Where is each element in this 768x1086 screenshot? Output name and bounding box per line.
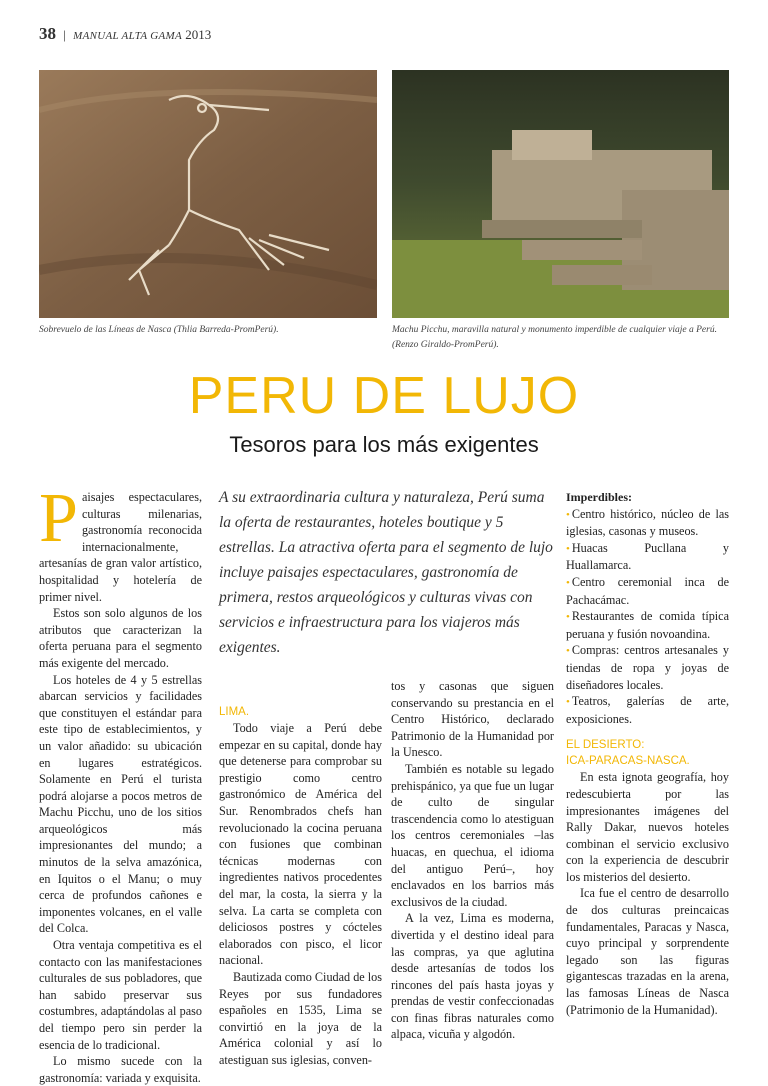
desert-heading-line-1: EL DESIERTO: — [566, 739, 645, 752]
list-item-text: Restaurantes de comida típica peruana y fusión novoandina. — [566, 609, 729, 641]
paragraph: También es notable su legado prehispánico, ya que fue un lugar de culto de singular trascendencia como lo atestiguan los centros ceremoniales –las huacas, en quechua, el idioma del antiguo Perú–, hoy enclavados en los barrios más exclusivos de la ciudad. — [391, 761, 554, 909]
paragraph: Otra ventaja competitiva es el contacto con las manifestaciones culturales de sus pobladores, que han sabido preservar sus costumbres, adaptándolas al paso del tiempo pero sin perder la esencia de lo tradicional. — [39, 938, 202, 1052]
list-item — [566, 540, 729, 574]
list-item — [566, 506, 729, 540]
list-item — [566, 574, 729, 608]
bullet-icon: • — [566, 508, 570, 521]
list-item-text: Huacas Pucllana y Huallamarca. — [566, 540, 729, 573]
article-title: PERU DE LUJO — [188, 367, 580, 425]
column-4 — [566, 489, 729, 1018]
paragraph: tos y casonas que siguen conservando su prestancia en el Centro Histórico, declarado Patrimonio de la Humanidad por la Unesco. — [391, 679, 554, 760]
list-item-text: Teatros, galerías de arte, exposiciones. — [566, 694, 729, 726]
bullet-icon: • — [566, 645, 570, 658]
bullet-icon: • — [566, 576, 570, 589]
intro-text: A su extraordinaria cultura y naturaleza, Perú suma la oferta de restaurantes, hoteles boutique y 5 estrellas. La atractiva oferta para el segmento de lujo incluye paisajes espectaculares, gastronomía de primera, restos arqueológicos y culturas vivas con servicios e infraestructura para los viajeros más exigentes. — [219, 489, 553, 656]
section-heading-desert — [566, 737, 729, 769]
header-separator: | — [63, 27, 66, 42]
paragraph: Lo mismo sucede con la gastronomía: variada y exquisita. — [39, 1054, 202, 1085]
paragraph: Bautizada como Ciudad de los Reyes por sus fundadores españoles en 1535, Lima se convirtió en la joya de la América colonial y así lo atestiguan sus iglesias, conven- — [219, 969, 382, 1067]
magazine-name: MANUAL ALTA GAMA — [73, 30, 182, 42]
nasca-lines-photo — [39, 70, 377, 318]
list-item-text: Compras: centros artesanales y tiendas de ropa y joyas de diseñadores locales. — [566, 643, 729, 692]
machu-photo-caption: Machu Picchu, maravilla natural y monumento imperdible de cualquier viaje a Perú. (Renzo Giraldo-PromPerú). — [392, 325, 717, 350]
magazine-year: 2013 — [185, 27, 212, 42]
page-header — [39, 24, 211, 44]
list-item — [566, 693, 729, 727]
imperdibles-title: Imperdibles: — [566, 490, 632, 504]
list-item — [566, 608, 729, 642]
section-heading-lima: LIMA. — [219, 706, 250, 718]
desert-heading-line-2: ICA-PARACAS-NASCA. — [566, 755, 690, 768]
column-2 — [219, 704, 382, 1068]
paragraph — [39, 480, 202, 605]
paragraph: En esta ignota geografía, hoy redescubierta por las impresionantes imágenes del Rally Dakar, nuevos hoteles combinan el servicio exclusivo con la experiencia de descubrir los misterios del desierto. — [566, 770, 729, 884]
machu-picchu-photo — [392, 70, 729, 318]
bullet-icon: • — [566, 611, 570, 624]
paragraph-text: aisajes espectaculares, culturas milenarias, gastronomía reconocida internacionalmente, artesanías de gran valor artístico, hospitalidad y hotelería de primer nivel. — [39, 490, 202, 604]
page-number: 38 — [39, 24, 56, 43]
article-subtitle: Tesoros para los más exigentes — [229, 432, 539, 457]
column-3 — [391, 678, 554, 1043]
paragraph: Los hoteles de 4 y 5 estrellas abarcan servicios y facilidades que constituyen el estándar para este tipo de establecimientos, y un valor añadido: su ubicación en lugares estratégicos. Solamente en Perú el turista podrá alojarse a pocos metros de Machu Picchu, uno de los sitios arqueológicos más impresionantes del mundo; a minutos de la selva amazónica, en Iquitos o el Manu; o muy cerca de profundos cañones e imponentes volcanes, en el valle del Colca. — [39, 672, 202, 936]
paragraph: Estos son solo algunos de los atributos que caracterizan la oferta peruana para el segmento más exigente del mercado. — [39, 606, 202, 670]
column-1 — [39, 480, 202, 1086]
nasca-photo-caption: Sobrevuelo de las Líneas de Nasca (Thlia Barreda-PromPerú). — [39, 325, 279, 335]
paragraph: Ica fue el centro de desarrollo de dos culturas preincaicas fundamentales, Paracas y Nasca, cuyo principal y sorprendente legado son las figuras gigantescas trazadas en la arena, las famosas Líneas de Nasca (Patrimonio de la Humanidad). — [566, 886, 729, 1017]
imperdibles-list — [566, 506, 729, 728]
bullet-icon: • — [566, 696, 570, 709]
list-item — [566, 642, 729, 693]
list-item-text: Centro ceremonial inca de Pachacámac. — [566, 574, 729, 607]
paragraph: Todo viaje a Perú debe empezar en su capital, donde hay que detenerse para comprobar su prestigio como centro gastronómico de América del Sur. Renombrados chefs han revolucionado la cocina peruana con fusiones que combinan técnicas modernas con ingredientes nativos procedentes del mar, la costa, la sierra y la selva. La carta se completa con deliciosos postres y cócteles elaborados con pisco, el licor nacional. — [219, 721, 382, 968]
paragraph: A la vez, Lima es moderna, divertida y el destino ideal para las compras, ya que aglutina desde artesanías de todos los rincones del país hasta joyas y prendas de vestir confeccionadas con finas fibras naturales como alpaca, vicuña y algodón. — [391, 911, 554, 1042]
list-item-text: Centro histórico, núcleo de las iglesias, casonas y museos. — [566, 506, 729, 539]
drop-cap: P — [39, 480, 78, 557]
bullet-icon: • — [566, 542, 570, 555]
